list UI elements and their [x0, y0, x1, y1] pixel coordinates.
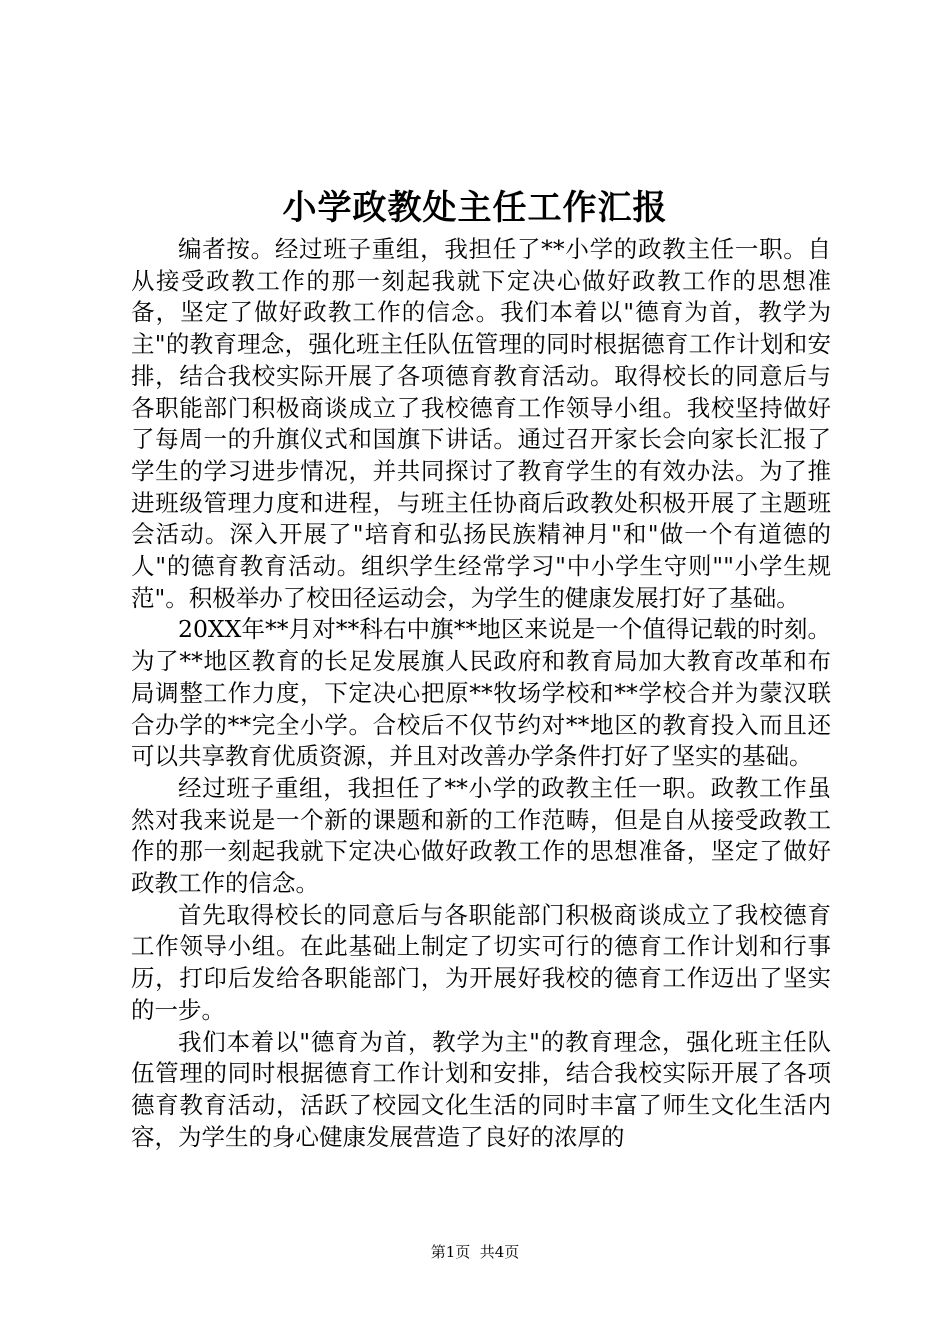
- paragraph-leadership-group: 首先取得校长的同意后与各职能部门积极商谈成立了我校德育工作领导小组。在此基础上制定了切实可行的德育工作计划和行事历，打印后发给各职能部门，为开展好我校的德育工作迈出了坚实的一步。: [131, 900, 831, 1024]
- document-body: [131, 234, 831, 1153]
- paragraph-education-concept: 我们本着以"德育为首，教学为主"的教育理念，强化班主任队伍管理的同时根据德育工作计划和安排，结合我校实际开展了各项德育教育活动，活跃了校园文化生活的同时丰富了师生文化生活内容，为学生的身心健康发展营造了良好的浓厚的: [131, 1027, 831, 1151]
- paragraph-school-merger: 20XX年**月对**科右中旗**地区来说是一个值得记载的时刻。为了**地区教育的长足发展旗人民政府和教育局加大教育改革和布局调整工作力度，下定决心把原**牧场学校和**学校合并为蒙汉联合办学的**完全小学。合校后不仅节约对**地区的教育投入而且还可以共享教育优质资源，并且对改善办学条件打好了坚实的基础。: [131, 615, 831, 771]
- document-title: 小学政教处主任工作汇报: [282, 188, 668, 228]
- paragraph-role-assignment: 经过班子重组，我担任了**小学的政教主任一职。政教工作虽然对我来说是一个新的课题和新的工作范畴，但是自从接受政教工作的那一刻起我就下定决心做好政教工作的思想准备，坚定了做好政教工作的信念。: [131, 773, 831, 898]
- page-number-footer: 第1页 共4页: [430, 1243, 520, 1261]
- paragraph-editor-note: 编者按。经过班子重组，我担任了**小学的政教主任一职。自从接受政教工作的那一刻起我就下定决心做好政教工作的思想准备，坚定了做好政教工作的信念。我们本着以"德育为首，教学为主"的教育理念，强化班主任队伍管理的同时根据德育工作计划和安排，结合我校实际开展了各项德育教育活动。取得校长的同意后与各职能部门积极商谈成立了我校德育工作领导小组。我校坚持做好了每周一的升旗仪式和国旗下讲话。通过召开家长会向家长汇报了学生的学习进步情况，并共同探讨了教育学生的有效办法。为了推进班级管理力度和进程，与班主任协商后政教处积极开展了主题班会活动。深入开展了"培育和弘扬民族精神月"和"做一个有道德的人"的德育教育活动。组织学生经常学习"中小学生守则""小学生规范"。积极举办了校田径运动会，为学生的健康发展打好了基础。: [131, 235, 831, 612]
